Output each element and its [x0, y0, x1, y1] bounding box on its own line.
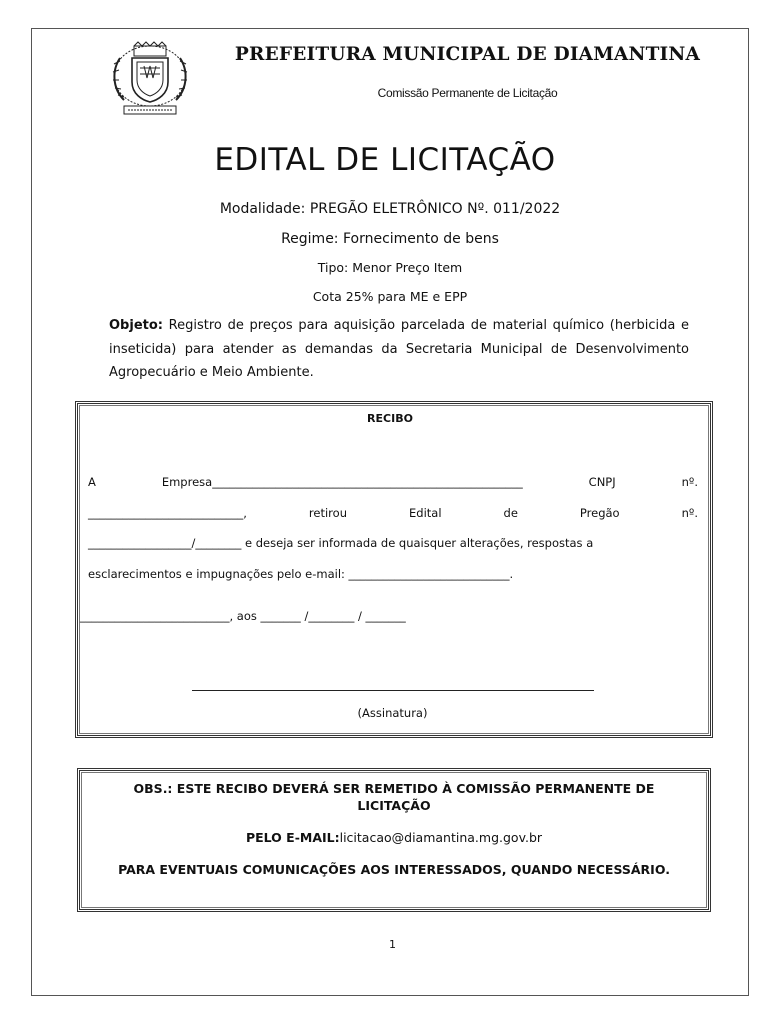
- org-title: PREFEITURA MUNICIPAL DE DIAMANTINA: [234, 44, 701, 65]
- recibo-line-alteracoes: __________________/________ e deseja ser informada de quaisquer alterações, respostas a: [88, 536, 594, 550]
- obs-email-address: licitacao@diamantina.mg.gov.br: [339, 830, 543, 845]
- municipal-coat-of-arms-icon: [104, 40, 196, 118]
- signature-line: [192, 690, 594, 691]
- signature-label: (Assinatura): [357, 706, 428, 720]
- regime-line: Regime: Fornecimento de bens: [281, 231, 499, 247]
- recibo-word: nº.: [681, 506, 698, 520]
- objeto-label: Objeto:: [109, 318, 163, 333]
- recibo-word: nº.: [681, 475, 698, 489]
- recibo-line-empresa: [88, 475, 698, 489]
- page-number: 1: [389, 938, 396, 951]
- obs-line-remetido: OBS.: ESTE RECIBO DEVERÁ SER REMETIDO À COMISSÃO PERMANENTE DE LICITAÇÃO: [133, 781, 655, 813]
- obs-line-comunicacoes: PARA EVENTUAIS COMUNICAÇÕES AOS INTERESSADOS, QUANDO NECESSÁRIO.: [118, 862, 670, 877]
- recibo-word: Pregão: [579, 506, 620, 520]
- recibo-word: A: [88, 475, 96, 489]
- recibo-line-email: esclarecimentos e impugnações pelo e-mail: ____________________________.: [88, 567, 514, 581]
- objeto-paragraph: [109, 314, 689, 385]
- recibo-line-retirou: [88, 506, 698, 520]
- modalidade-line: Modalidade: PREGÃO ELETRÔNICO Nº. 011/2022: [219, 201, 561, 217]
- recibo-word: Empresa______________________________________________________: [161, 475, 523, 489]
- recibo-word: CNPJ: [588, 475, 616, 489]
- recibo-word: Edital: [409, 506, 442, 520]
- recibo-word: retirou: [308, 506, 347, 520]
- cota-line: Cota 25% para ME e EPP: [312, 289, 468, 304]
- recibo-word: de: [503, 506, 518, 520]
- recibo-title: RECIBO: [367, 412, 413, 425]
- org-subtitle: Comissão Permanente de Licitação: [377, 86, 558, 100]
- obs-line-email: [77, 829, 711, 846]
- tipo-line: Tipo: Menor Preço Item: [317, 260, 463, 275]
- recibo-word: ___________________________,: [88, 506, 247, 520]
- recibo-line-date: __________________________, aos _______ /________ / _______: [80, 609, 406, 623]
- obs-email-label: PELO E-MAIL:: [245, 830, 340, 845]
- objeto-text: Registro de preços para aquisição parcelada de material químico (herbicida e inseticida) para atender as demandas da Secretaria Municipal de Desenvolvimento Agropecuário e Meio Ambiente.: [109, 318, 689, 380]
- document-title: EDITAL DE LICITAÇÃO: [214, 142, 556, 178]
